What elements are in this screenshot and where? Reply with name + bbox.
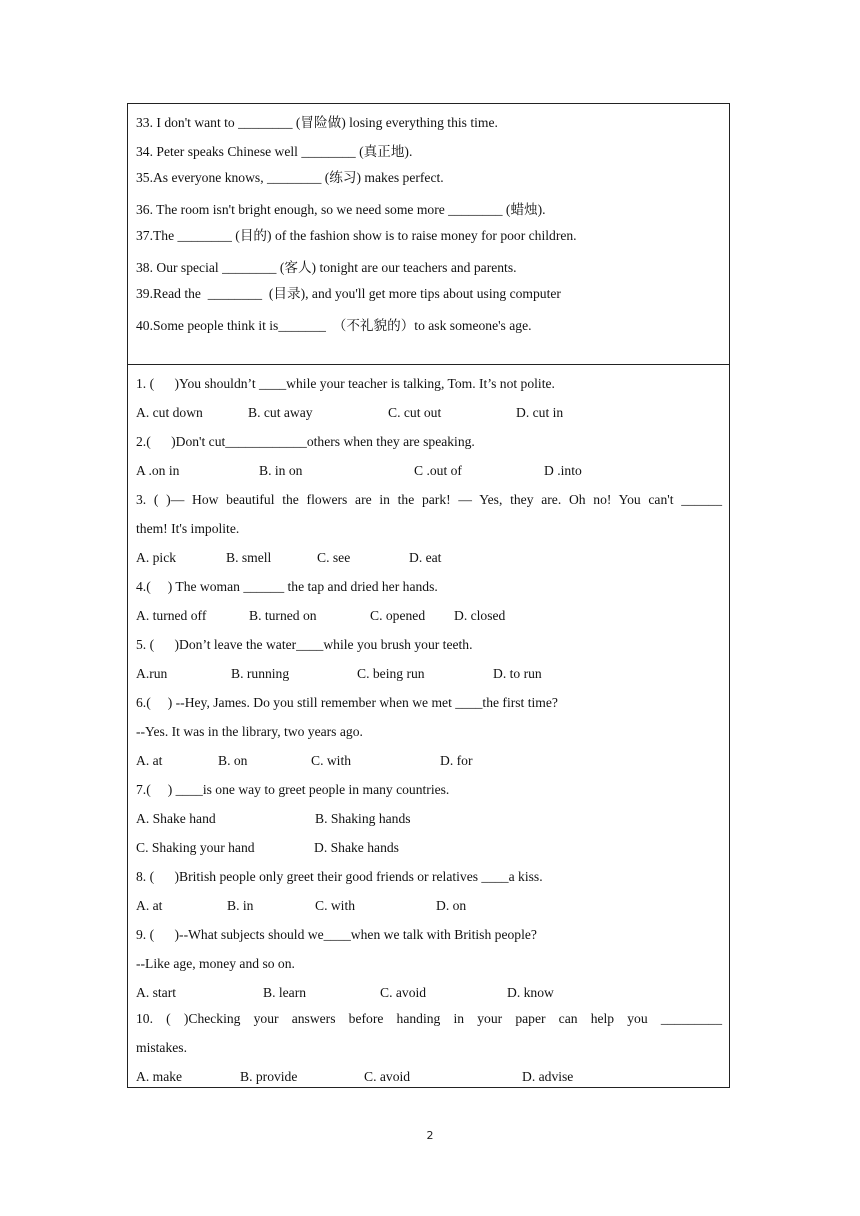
option-b: B. in on [259, 463, 303, 478]
option-b: B. running [231, 666, 290, 681]
option-a: A. pick [136, 550, 177, 565]
question-stem: 10. ( )Checking your answers before handing in your paper can help you _________ [136, 1011, 722, 1026]
fill-in-item: 36. The room isn't bright enough, so we need some more ________ (蜡烛). [136, 202, 546, 217]
question-stem: 2.( )Don't cut____________others when they are speaking. [136, 434, 475, 449]
option-a: A. turned off [136, 608, 207, 623]
option-c: C .out of [414, 463, 462, 478]
option-d: D. cut in [516, 405, 564, 420]
option-d: D .into [544, 463, 582, 478]
option-d: D. for [440, 753, 473, 768]
fill-in-item: 37.The ________ (目的) of the fashion show is to raise money for poor children. [136, 228, 577, 243]
fill-in-item: 33. I don't want to ________ (冒险做) losing everything this time. [136, 115, 498, 130]
option-c: C. avoid [364, 1069, 411, 1084]
question-stem-continued: --Like age, money and so on. [136, 956, 295, 971]
question-stem-continued: them! It's impolite. [136, 521, 240, 536]
option-c: C. with [315, 898, 356, 913]
option-c: C. with [311, 753, 352, 768]
option-c: C. Shaking your hand [136, 840, 255, 855]
option-b: B. turned on [249, 608, 317, 623]
option-b: B. in [227, 898, 254, 913]
question-stem-continued: mistakes. [136, 1040, 187, 1055]
question-stem: 4.( ) The woman ______ the tap and dried her hands. [136, 579, 438, 594]
option-d: D. to run [493, 666, 542, 681]
fill-in-item: 38. Our special ________ (客人) tonight are our teachers and parents. [136, 260, 517, 275]
question-stem-continued: --Yes. It was in the library, two years ago. [136, 724, 363, 739]
option-b: B. smell [226, 550, 272, 565]
question-stem: 3. ( )— How beautiful the flowers are in the park! — Yes, they are. Oh no! You can't ______ [136, 492, 722, 507]
option-d: D. advise [522, 1069, 574, 1084]
multiple-choice-section [128, 365, 729, 1087]
question-stem: 1. ( )You shouldn’t ____while your teacher is talking, Tom. It’s not polite. [136, 376, 555, 391]
option-b: B. on [218, 753, 248, 768]
option-a: A .on in [136, 463, 180, 478]
option-c: C. being run [357, 666, 425, 681]
option-d: D. know [507, 985, 554, 1000]
option-a: A. start [136, 985, 177, 1000]
option-d: D. closed [454, 608, 506, 623]
option-c: C. cut out [388, 405, 442, 420]
option-c: C. avoid [380, 985, 427, 1000]
option-b: B. provide [240, 1069, 298, 1084]
question-stem: 5. ( )Don’t leave the water____while you brush your teeth. [136, 637, 473, 652]
option-c: C. see [317, 550, 351, 565]
exercise-table [127, 103, 730, 1088]
option-a: A. cut down [136, 405, 203, 420]
option-d: D. on [436, 898, 467, 913]
option-b: B. cut away [248, 405, 313, 420]
option-a: A. make [136, 1069, 183, 1084]
fill-in-item: 35.As everyone knows, ________ (练习) makes perfect. [136, 170, 444, 185]
question-stem: 6.( ) --Hey, James. Do you still remember when we met ____the first time? [136, 695, 558, 710]
option-c: C. opened [370, 608, 426, 623]
fill-in-section [128, 104, 729, 365]
fill-in-item: 39.Read the ________ (目录), and you'll get more tips about using computer [136, 286, 561, 301]
fill-in-item: 34. Peter speaks Chinese well ________ (真正地). [136, 144, 413, 159]
option-a: A. at [136, 753, 163, 768]
option-a: A. at [136, 898, 163, 913]
option-d: D. Shake hands [314, 840, 399, 855]
fill-in-item: 40.Some people think it is_______ （不礼貌的）to ask someone's age. [136, 318, 532, 333]
question-stem: 9. ( )--What subjects should we____when we talk with British people? [136, 927, 537, 942]
question-stem: 7.( ) ____is one way to greet people in many countries. [136, 782, 450, 797]
option-b: B. learn [263, 985, 307, 1000]
page-number: 2 [426, 1129, 434, 1142]
option-d: D. eat [409, 550, 442, 565]
option-a: A. Shake hand [136, 811, 216, 826]
option-a: A.run [136, 666, 168, 681]
option-b: B. Shaking hands [315, 811, 411, 826]
question-stem: 8. ( )British people only greet their good friends or relatives ____a kiss. [136, 869, 543, 884]
